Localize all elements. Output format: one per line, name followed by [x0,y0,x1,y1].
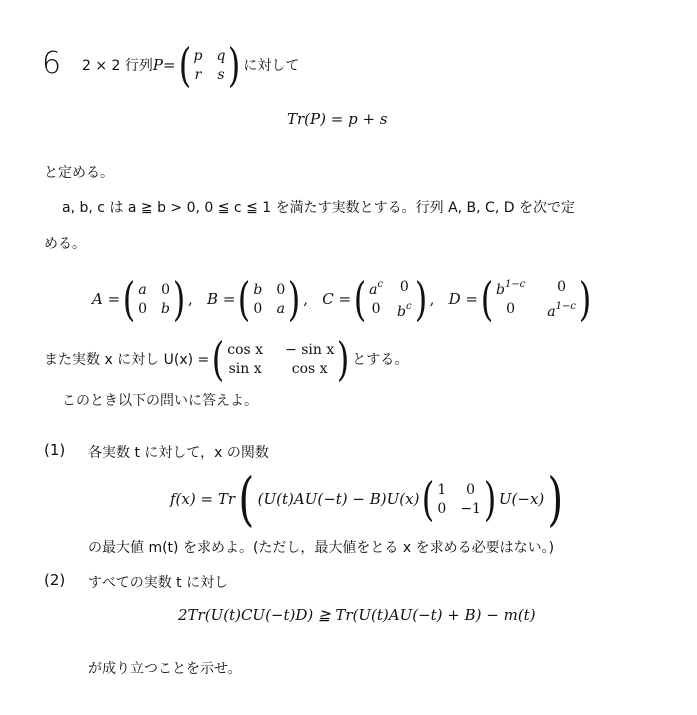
matrix-cell: $b^{1-c}$ [495,278,526,298]
matrix-cell: 0 [506,300,516,317]
matrix-D-cells [496,279,576,320]
formula-inner: (U(t)AU(−t) − B)U(x) [257,490,420,508]
part2-formula: 2Tr(U(t)CU(−t)D) ≧ Tr(U(t)AU(−t) + B) − m(t) [178,606,536,624]
matrix-cell: q [216,47,226,64]
matrix-cell: 0 [371,300,381,317]
matrix-cell: 1 [437,481,447,498]
matrix-P [176,38,244,92]
u-prefix: また実数 x に対し U(x) = [44,352,210,368]
matrix-cell: r [194,66,202,83]
matrix-cell: 0 [466,481,476,498]
matrix-D [478,272,594,326]
matrix-cell: 0 [399,278,409,295]
matrix-A-cells [138,282,170,317]
matrix-cell: p [193,47,203,64]
right-paren: ) [483,472,497,526]
matrix-U-cells [227,342,334,377]
matrix-C-cells [369,279,412,320]
u-definition [44,332,409,386]
separator: , [429,290,449,308]
matrix-cell: $a^c$ [369,278,384,298]
matrix-A-label: A = [92,290,121,308]
define-text: と定める。 [44,165,114,181]
matrix-cell: $b^c$ [397,300,412,320]
intro-line [82,38,300,92]
left-paren: ( [122,272,136,326]
part1-label: (1) [44,441,66,459]
intro-prefix: 2 × 2 行列 [82,58,153,74]
left-paren: ( [211,332,225,386]
matrix-B-label: B = [207,290,236,308]
matrix-B [235,272,303,326]
matrix-cell: s [217,66,225,83]
matrix-C-label: C = [322,290,352,308]
matrix-cell: $a^{1-c}$ [547,300,576,320]
matrix-cell: a [276,300,285,317]
intro-equals: = [163,56,176,74]
left-paren: ( [480,272,494,326]
part1-text: 各実数 t に対して，x の関数 [88,445,269,461]
matrix-cell: 0 [161,281,170,298]
matrix-cell: b [161,300,171,317]
matrix-cell: − sin x [285,341,335,358]
right-paren: ) [578,272,592,326]
left-paren: ( [353,272,367,326]
matrix-cell: sin x [228,360,262,377]
formula-left: f(x) = Tr [170,490,235,508]
u-suffix: とする。 [352,352,409,368]
right-paren: ) [228,38,241,92]
left-paren: ( [238,272,251,326]
formula-tail: U(−x) [498,490,545,508]
separator: , [303,290,323,308]
matrix-cell: 0 [437,500,447,517]
matrix-cell: 0 [138,300,148,317]
matrix-reflection-cells [437,482,481,517]
part2-label: (2) [44,571,66,589]
left-paren-outer: ( [238,465,255,533]
matrix-B-cells [253,282,285,317]
matrix-A [120,272,188,326]
answer-prompt: このとき以下の問いに答えよ。 [62,393,258,409]
matrix-cell: cos x [227,341,264,358]
left-paren: ( [178,38,191,92]
matrix-D-label: D = [448,290,479,308]
condition-line-1: a, b, c は a ≧ b > 0, 0 ≦ c ≦ 1 を満たす実数とする。行列 A, B, C, D を次で定 [62,200,575,216]
matrix-cell: a [138,281,147,298]
right-paren: ) [172,272,186,326]
separator: , [187,290,208,308]
matrix-cell: 0 [557,278,567,295]
part2-conclusion: が成り立つことを示せ。 [88,661,242,677]
matrix-C [351,272,429,326]
part2-text: すべての実数 t に対し [88,575,229,591]
right-paren: ) [414,272,427,326]
matrices-row [92,272,594,326]
matrix-cell: 0 [276,281,286,298]
problem-number: 6 [42,46,62,81]
matrix-reflection [419,472,498,526]
part1-question: の最大値 m(t) を求めよ。(ただし，最大値をとる x を求める必要はない。) [88,540,555,556]
matrix-cell: 0 [253,300,263,317]
right-paren: ) [336,332,350,386]
matrix-U [209,332,352,386]
right-paren: ) [287,272,301,326]
right-paren-outer: ) [547,465,564,533]
matrix-P-cells [194,48,226,83]
left-paren: ( [422,472,435,526]
matrix-cell: cos x [291,360,328,377]
part1-formula [170,465,567,533]
matrix-cell: −1 [460,500,481,517]
condition-line-2: める。 [44,236,86,252]
trace-definition: Tr(P) = p + s [287,110,388,128]
intro-matrix-name: P [152,56,163,74]
matrix-cell: b [253,281,263,298]
intro-suffix: に対して [243,58,300,74]
